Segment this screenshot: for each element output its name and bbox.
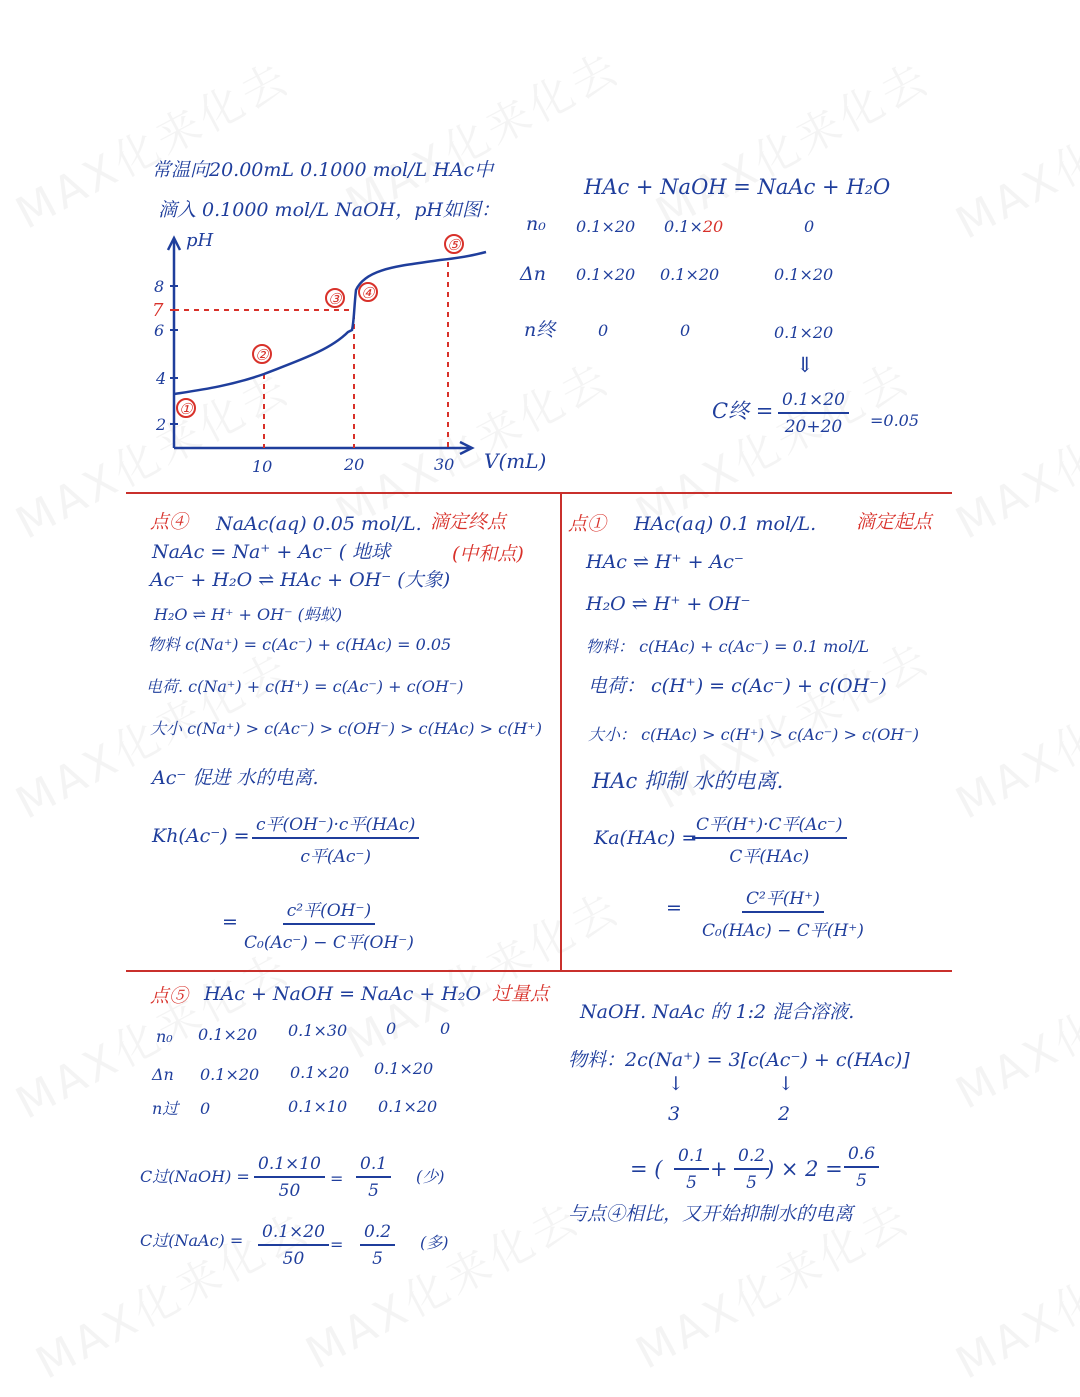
row-label: n过	[152, 1099, 179, 1118]
cell: 0	[386, 1019, 397, 1038]
cell	[664, 218, 723, 236]
fraction-numerator: 0.1×20	[258, 1222, 329, 1246]
mix-title: NaOH. NaAc 的 1:2 混合溶液.	[580, 1001, 855, 1023]
watermark	[943, 53, 1080, 251]
fraction-denominator: 5	[856, 1171, 867, 1191]
mix-fraction-1	[674, 1146, 709, 1193]
fraction-denominator: 5	[686, 1173, 697, 1193]
point5-red-label: 过量点	[492, 983, 550, 1005]
c-excess-naoh-label: C过(NaOH) =	[140, 1167, 250, 1186]
c-excess-naac-fraction	[258, 1222, 329, 1269]
fraction-denominator: 5	[746, 1173, 757, 1193]
equals-sign: =	[330, 1169, 344, 1188]
point1-red-label: 滴定起点	[856, 511, 933, 533]
point-marker-label: ⑤	[447, 236, 461, 254]
watermark	[943, 633, 1080, 831]
y-tick-label: 6	[154, 321, 165, 340]
point4-red-label: 滴定终点	[430, 511, 507, 533]
point5-equation: HAc + NaOH = NaAc + H₂O	[204, 983, 482, 1005]
fraction-denominator: 20+20	[784, 417, 843, 437]
fraction-denominator: 50	[278, 1181, 301, 1201]
watermark	[943, 353, 1080, 551]
cell: 0.1×20	[576, 265, 636, 284]
intro-line-2: 滴入 0.1000 mol/L NaOH，pH如图：	[158, 199, 500, 221]
cell: 0.1×20	[576, 217, 636, 236]
x-tick-label: 30	[434, 455, 455, 474]
watermark	[943, 923, 1080, 1121]
fraction-numerator: 0.1	[356, 1154, 391, 1178]
fraction-denominator: C₀(Ac⁻) − C平(OH⁻)	[244, 933, 414, 953]
cell	[680, 322, 690, 340]
fraction-denominator: c平(Ac⁻)	[300, 847, 371, 867]
cell	[660, 266, 719, 284]
point4-line: 大小 c(Na⁺) > c(Ac⁻) > c(OH⁻) > c(HAc) > c(H⁺)	[150, 719, 542, 738]
fraction-denominator: C₀(HAc) − C平(H⁺)	[702, 921, 864, 941]
cell: 0	[440, 1019, 451, 1038]
watermark	[643, 43, 940, 241]
point1-line: 电荷： c(H⁺) = c(Ac⁻) + c(OH⁻)	[588, 675, 887, 697]
row-label: Δn	[152, 1065, 174, 1084]
ka-equals: =	[666, 897, 682, 919]
y-tick-label: 8	[154, 277, 165, 296]
point4-red-label-2: (中和点)	[452, 543, 524, 565]
fraction-numerator: 0.2	[734, 1146, 769, 1170]
mix-fraction-3	[844, 1144, 879, 1191]
x-tick-label: 10	[252, 457, 273, 476]
y-tick-label: 4	[156, 369, 167, 388]
x-axis-label: V(mL)	[484, 449, 547, 473]
fraction-numerator: 0.2	[360, 1222, 395, 1246]
row-label: n₀	[156, 1027, 173, 1046]
ka-fraction-2	[702, 884, 864, 941]
down-arrow-icon: ↓	[778, 1073, 794, 1095]
row-label: Δn	[520, 263, 546, 285]
mix-note: 与点④相比，又开始抑制水的电离	[568, 1203, 854, 1225]
point4-line: 电荷. c(Na⁺) + c(H⁺) = c(Ac⁻) + c(OH⁻)	[146, 677, 464, 696]
point1-line: H₂O ⇌ H⁺ + OH⁻	[586, 593, 751, 615]
equals-sign: =	[330, 1235, 344, 1254]
y-axis-label: pH	[186, 230, 214, 251]
fraction-numerator: 0.1	[674, 1146, 709, 1170]
fraction-numerator: 0.1×20	[778, 390, 849, 414]
point4-line: Ac⁻ 促进 水的电离.	[152, 767, 319, 789]
reaction-equation: HAc + NaOH = NaAc + H₂O	[584, 175, 891, 199]
watermark	[293, 1183, 590, 1381]
point4-line: Ac⁻ + H₂O ⇌ HAc + OH⁻ (大象)	[150, 569, 451, 591]
cell-text: 0.1×	[664, 217, 703, 236]
mix-value: 2	[778, 1103, 791, 1125]
kh-equals: =	[222, 911, 238, 933]
cell: 0.1×20	[774, 265, 834, 284]
mix-eq-suffix: ) × 2 =	[766, 1157, 843, 1181]
fraction-numerator: C²平(H⁺)	[742, 884, 824, 913]
fraction-numerator: c平(OH⁻)·c平(HAc)	[252, 810, 419, 839]
cell-text: 0.1×20	[660, 265, 720, 284]
horizontal-divider	[126, 970, 952, 972]
down-arrow-icon: ⇓	[796, 353, 814, 377]
mix-eq-prefix: = (	[630, 1157, 663, 1181]
cell-highlight: 20	[702, 217, 724, 236]
kh-fraction-2	[244, 896, 414, 953]
point1-line: 物料： c(HAc) + c(Ac⁻) = 0.1 mol/L	[586, 637, 870, 656]
mix-value: 3	[668, 1103, 681, 1125]
c-excess-naac-label: C过(NaAc) =	[140, 1231, 244, 1250]
point-marker-label: ①	[179, 400, 193, 418]
horizontal-divider	[126, 492, 952, 494]
point4-header: NaAc(aq) 0.05 mol/L.	[216, 513, 422, 535]
cell: 0.1×10	[288, 1097, 348, 1116]
point5-title: 点⑤	[150, 985, 189, 1007]
fraction-numerator: 0.6	[844, 1144, 879, 1168]
cell-text: 0	[680, 321, 691, 340]
point1-header: HAc(aq) 0.1 mol/L.	[634, 513, 817, 535]
fraction-numerator: 0.1×10	[254, 1154, 325, 1178]
point-marker-label: ③	[328, 290, 342, 308]
cell: 0	[804, 217, 815, 236]
point1-title: 点①	[568, 513, 607, 535]
fraction-denominator: 5	[372, 1249, 383, 1269]
cell: 0.1×20	[200, 1065, 260, 1084]
fraction-denominator: 5	[368, 1181, 379, 1201]
c-final-result: =0.05	[870, 411, 920, 430]
note-less: (少)	[416, 1167, 445, 1186]
c-excess-naoh-fraction-2	[356, 1154, 391, 1201]
point4-line: NaAc = Na⁺ + Ac⁻ ( 地球	[152, 541, 391, 563]
ka-fraction	[692, 810, 847, 867]
cell: 0.1×20	[378, 1097, 438, 1116]
fraction-denominator: C平(HAc)	[729, 847, 810, 867]
titration-curve	[174, 252, 486, 394]
cell: 0.1×30	[288, 1021, 348, 1040]
cell: 0.1×20	[374, 1059, 434, 1078]
down-arrow-icon: ↓	[668, 1073, 684, 1095]
c-excess-naoh-fraction	[254, 1154, 325, 1201]
point4-title: 点④	[150, 511, 189, 533]
cell: 0	[200, 1099, 211, 1118]
c-final-label: C终 =	[712, 399, 774, 423]
kh-label: Kh(Ac⁻) =	[152, 825, 250, 847]
point1-line: HAc ⇌ H⁺ + Ac⁻	[586, 551, 744, 573]
row-label: n终	[524, 319, 556, 341]
fraction-denominator: 50	[282, 1249, 305, 1269]
y-tick-label: 2	[156, 415, 167, 434]
mix-material: 物料：2c(Na⁺) = 3[c(Ac⁻) + c(HAc)]	[568, 1049, 910, 1071]
note-more: (多)	[420, 1233, 449, 1252]
point-marker-label: ④	[361, 284, 375, 302]
point1-line: 大小： c(HAc) > c(H⁺) > c(Ac⁻) > c(OH⁻)	[588, 725, 919, 744]
point1-line: HAc 抑制 水的电离.	[592, 769, 784, 793]
point4-line: H₂O ⇌ H⁺ + OH⁻ (蚂蚁)	[154, 605, 343, 624]
point-marker-label: ②	[255, 346, 269, 364]
watermark	[943, 1193, 1080, 1391]
cell: 0.1×20	[774, 323, 834, 342]
plus-sign: +	[710, 1157, 728, 1181]
cell: 0	[598, 321, 609, 340]
fraction-numerator: C平(H⁺)·C平(Ac⁻)	[692, 810, 847, 839]
point4-line: 物料 c(Na⁺) = c(Ac⁻) + c(HAc) = 0.05	[148, 635, 452, 654]
y-tick-label: 7	[152, 300, 164, 321]
mix-fraction-2	[734, 1146, 769, 1193]
cell: 0.1×20	[290, 1063, 350, 1082]
c-final-fraction	[778, 390, 849, 437]
ka-label: Ka(HAc) =	[594, 827, 698, 849]
cell: 0.1×20	[198, 1025, 258, 1044]
vertical-divider	[560, 492, 562, 972]
fraction-numerator: c²平(OH⁻)	[283, 896, 375, 925]
kh-fraction	[252, 810, 419, 867]
row-label: n₀	[526, 213, 546, 235]
x-tick-label: 20	[344, 455, 365, 474]
intro-line-1: 常温向20.00mL 0.1000 mol/L HAc中	[152, 159, 494, 181]
c-excess-naac-fraction-2	[360, 1222, 395, 1269]
